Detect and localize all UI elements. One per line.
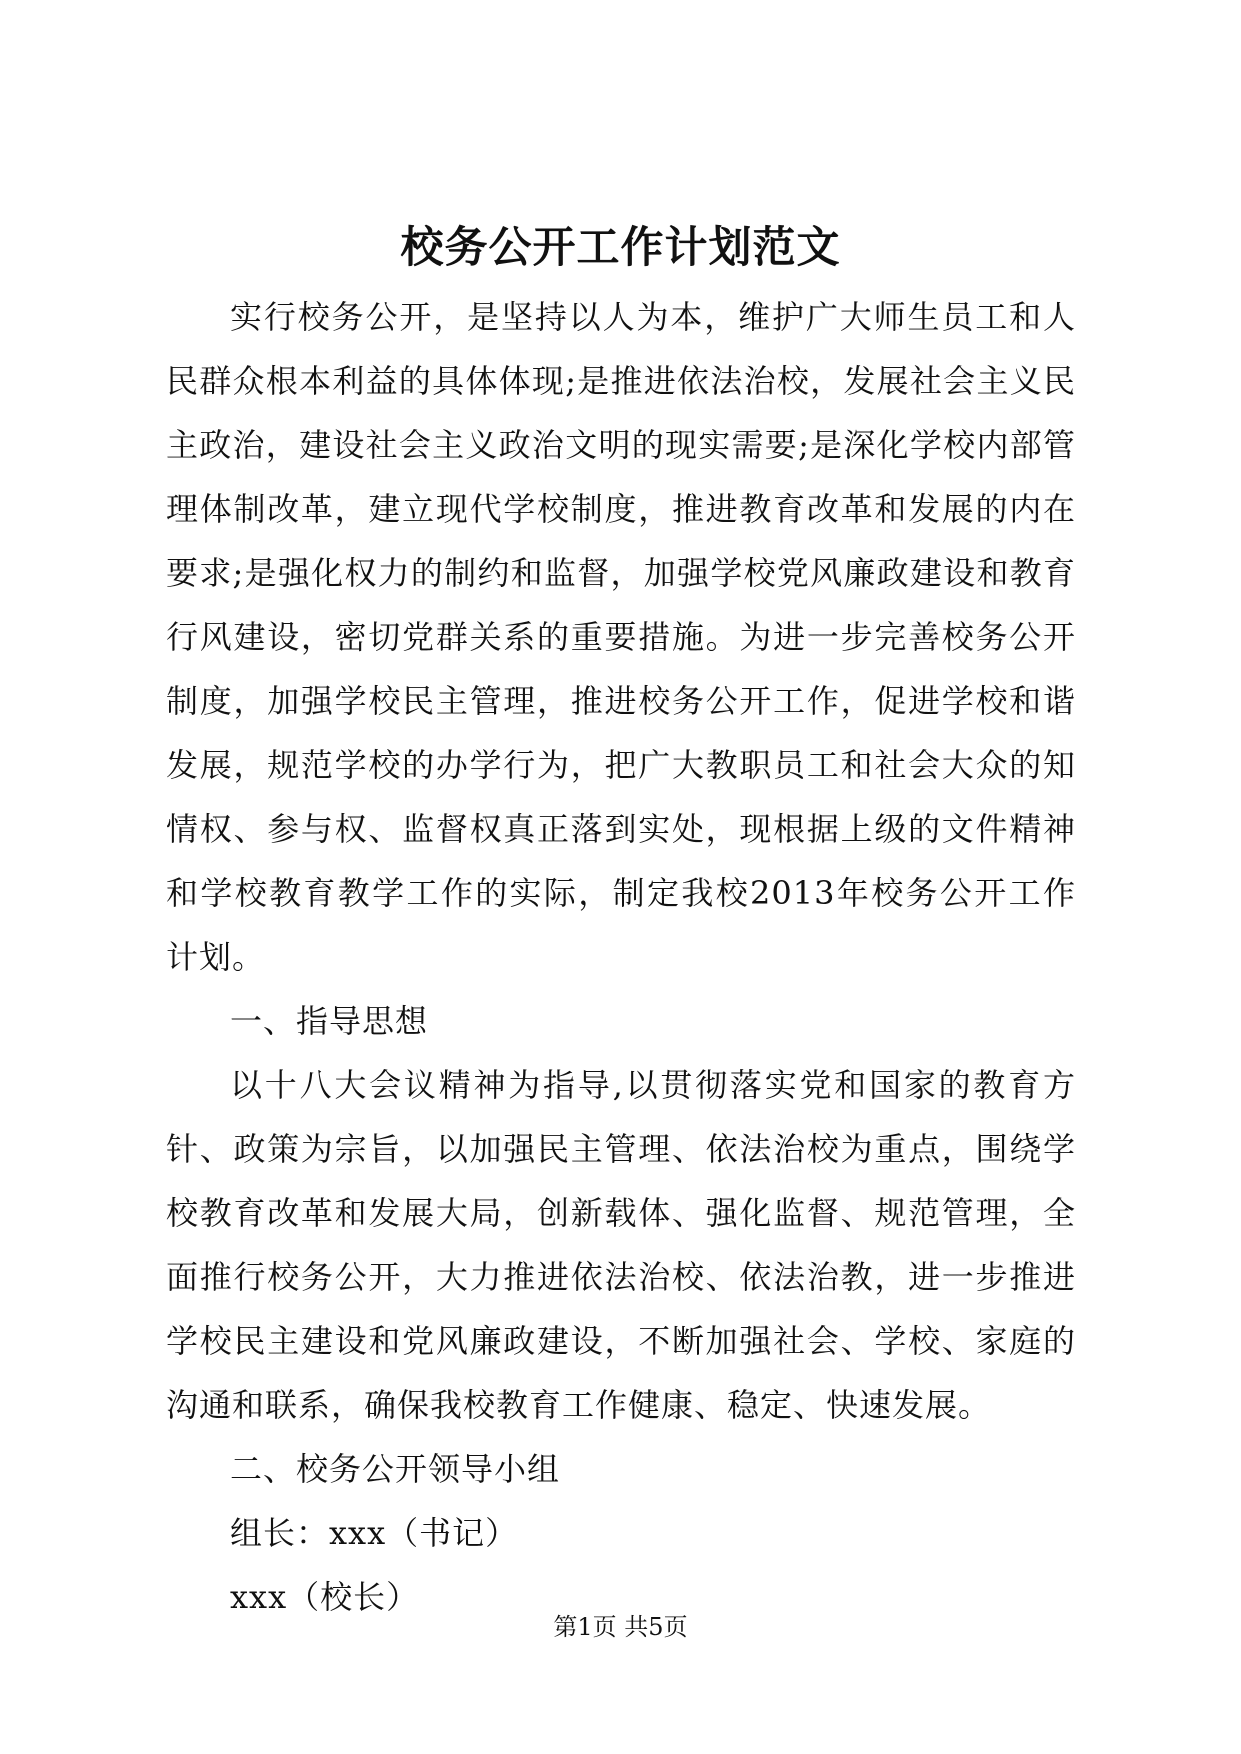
- group-leader-line: 组长：xxx（书记）: [230, 1514, 519, 1552]
- page-footer: [0, 1610, 1241, 1644]
- section-heading-guiding-thought: 一、指导思想: [230, 1002, 429, 1040]
- group-member-line: xxx（校长）: [230, 1578, 420, 1616]
- page-number-label: 第1页 共5页: [553, 1613, 688, 1641]
- document-body: [166, 285, 1076, 1629]
- section-heading-leadership-group: 二、校务公开领导小组: [230, 1450, 561, 1488]
- intro-paragraph: 实行校务公开，是坚持以人为本，维护广大师生员工和人民群众根本利益的具体体现;是推进依法治校，发展社会主义民主政治，建设社会主义政治文明的现实需要;是深化学校内部管理体制改革，建立现代学校制度，推进教育改革和发展的内在要求;是强化权力的制约和监督，加强学校党风廉政建设和教育行风建设，密切党群关系的重要措施。为进一步完善校务公开制度，加强学校民主管理，推进校务公开工作，促进学校和谐发展，规范学校的办学行为，把广大教职员工和社会大众的知情权、参与权、监督权真正落到实处，现根据上级的文件精神和学校教育教学工作的实际，制定我校2013年校务公开工作计划。: [166, 298, 1076, 976]
- guiding-thought-paragraph: 以十八大会议精神为指导,以贯彻落实党和国家的教育方针、政策为宗旨，以加强民主管理、依法治校为重点，围绕学校教育改革和发展大局，创新载体、强化监督、规范管理，全面推行校务公开，大力推进依法治校、依法治教，进一步推进学校民主建设和党风廉政建设，不断加强社会、学校、家庭的沟通和联系，确保我校教育工作健康、稳定、快速发展。: [166, 1066, 1076, 1424]
- document-title: 校务公开工作计划范文: [400, 223, 841, 273]
